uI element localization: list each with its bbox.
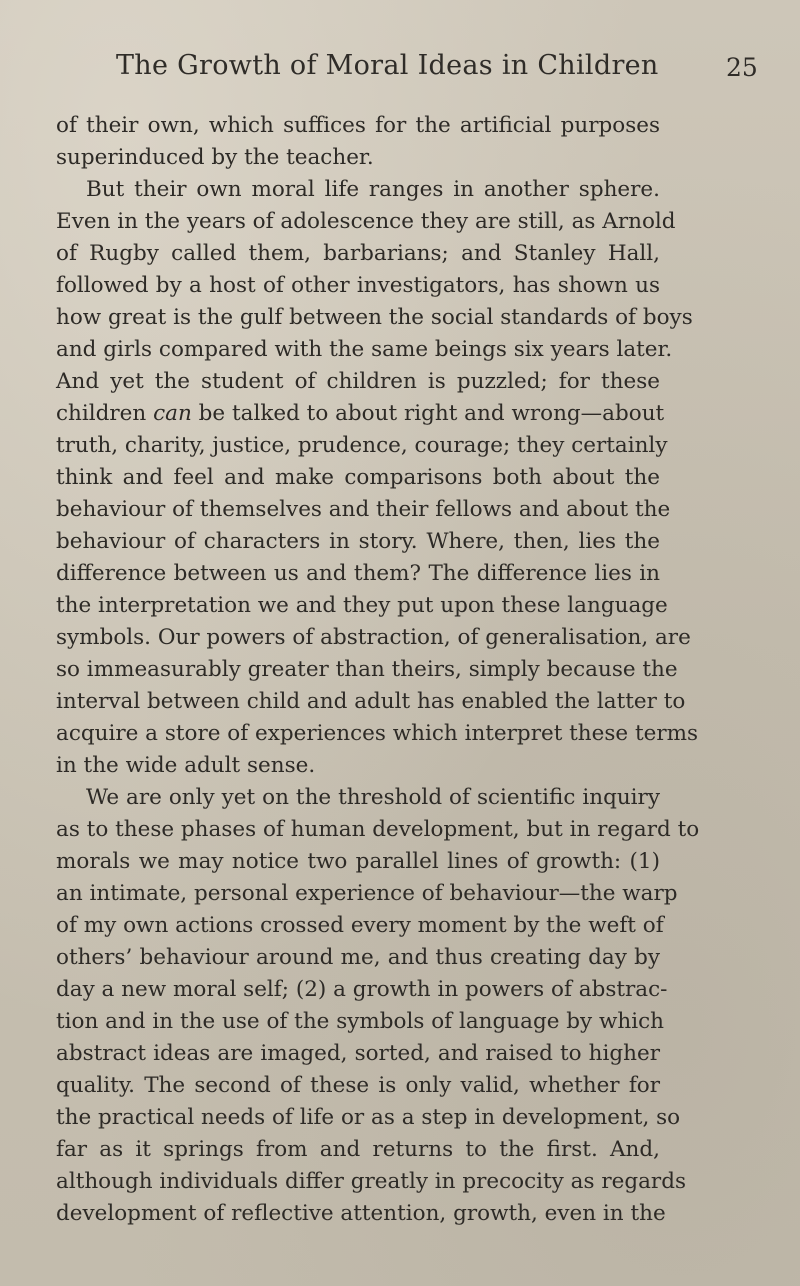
text-line: others’ behaviour around me, and thus creating day by [56, 945, 660, 970]
page-header [0, 50, 800, 90]
text-line: how great is the gulf between the social standards of boys [56, 305, 693, 330]
text-line: far as it springs from and returns to the first. And, [56, 1137, 660, 1162]
text-line: morals we may notice two parallel lines of growth: (1) [56, 849, 660, 874]
text-line: think and feel and make comparisons both about the [56, 465, 660, 490]
text-line: tion and in the use of the symbols of language by which [56, 1009, 665, 1034]
paragraph-start-line: We are only yet on the threshold of scientific inquiry [86, 785, 660, 810]
text-line: quality. The second of these is only valid, whether for [56, 1073, 660, 1098]
text-line: symbols. Our powers of abstraction, of generalisation, are [56, 625, 691, 650]
text-line: truth, charity, justice, prudence, courage; they certainly [56, 433, 668, 458]
text-fragment: children [56, 401, 147, 426]
running-head: The Growth of Moral Ideas in Children [116, 50, 659, 81]
text-line: in the wide adult sense. [56, 753, 316, 778]
text-fragment: be talked to about right and wrong—about [198, 401, 665, 426]
text-line: behaviour of themselves and their fellows and about the [56, 497, 671, 522]
text-line: day a new moral self; (2) a growth in powers of abstrac- [56, 977, 668, 1002]
text-line: as to these phases of human development, but in regard to [56, 817, 700, 842]
body-text [56, 110, 700, 1230]
text-line: an intimate, personal experience of behaviour—the warp [56, 881, 678, 906]
text-line: of Rugby called them, barbarians; and Stanley Hall, [56, 241, 660, 266]
text-line: so immeasurably greater than theirs, simply because the [56, 657, 678, 682]
text-line [56, 398, 665, 430]
text-line: And yet the student of children is puzzled; for these [56, 369, 660, 394]
text-line: development of reflective attention, growth, even in the [56, 1201, 666, 1226]
paragraph-start-line: But their own moral life ranges in another sphere. [86, 177, 660, 202]
italic-word: can [153, 401, 192, 426]
text-line: abstract ideas are imaged, sorted, and raised to higher [56, 1041, 660, 1066]
text-line: and girls compared with the same beings six years later. [56, 337, 673, 362]
text-line: acquire a store of experiences which interpret these terms [56, 721, 699, 746]
text-line: although individuals differ greatly in precocity as regards [56, 1169, 686, 1194]
text-line: interval between child and adult has enabled the latter to [56, 689, 686, 714]
page-number: 25 [726, 53, 758, 82]
text-line: of my own actions crossed every moment by the weft of [56, 913, 664, 938]
text-line: the practical needs of life or as a step in development, so [56, 1105, 681, 1130]
text-line: followed by a host of other investigators, has shown us [56, 273, 660, 298]
text-line: of their own, which suffices for the artificial purposes [56, 113, 660, 138]
text-line: the interpretation we and they put upon these language [56, 593, 668, 618]
text-line: difference between us and them? The difference lies in [56, 561, 660, 586]
text-line: superinduced by the teacher. [56, 145, 374, 170]
text-line: behaviour of characters in story. Where, then, lies the [56, 529, 660, 554]
text-line: Even in the years of adolescence they are still, as Arnold [56, 209, 676, 234]
